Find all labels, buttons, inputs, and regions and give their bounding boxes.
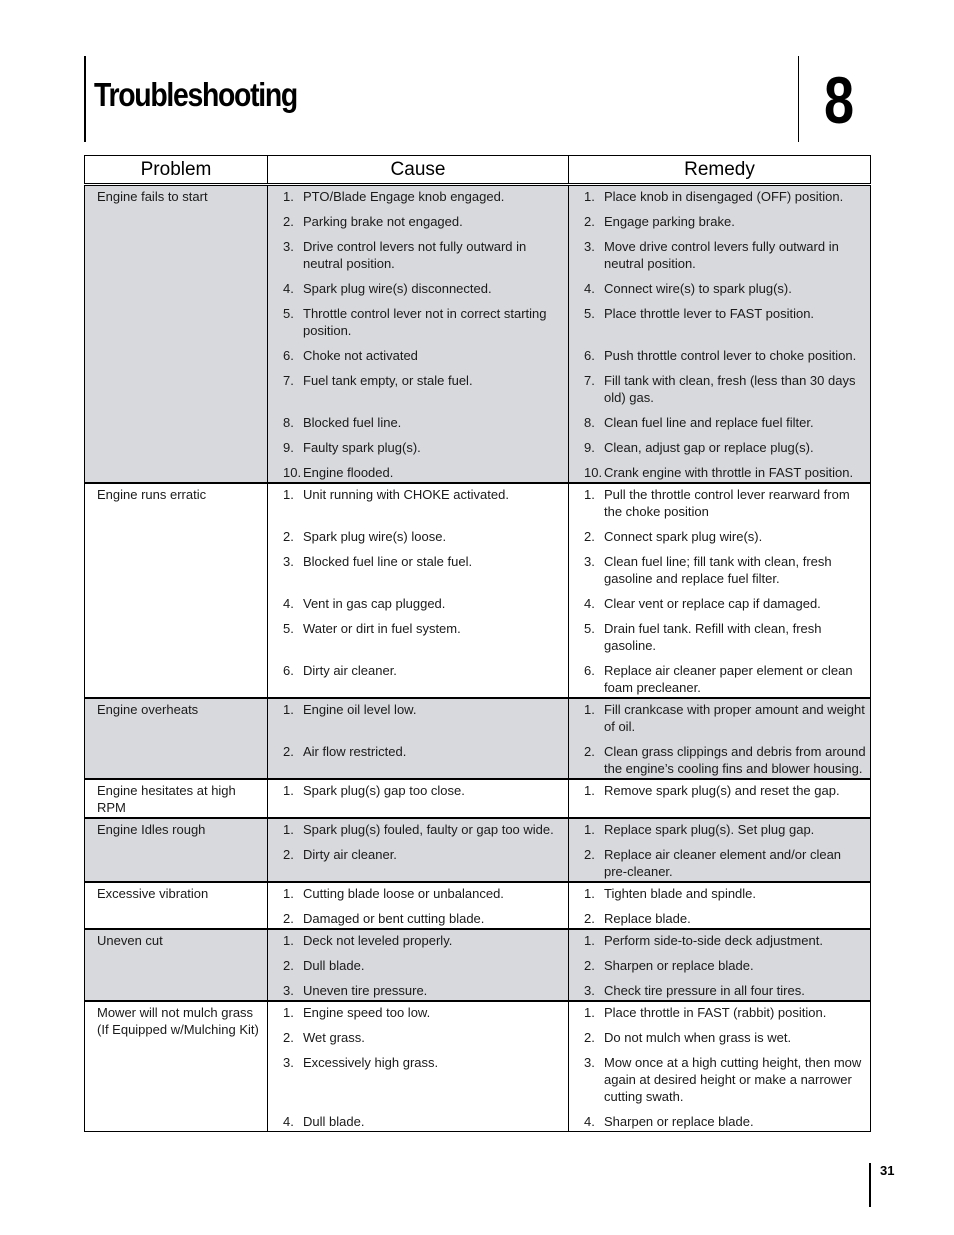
item-number: 2.: [283, 958, 294, 973]
remedy-text: Connect spark plug wire(s).: [604, 529, 763, 544]
cause-text: Vent in gas cap plugged.: [303, 596, 446, 611]
item-number: 2.: [584, 529, 595, 544]
item-number: 8.: [584, 415, 595, 430]
cause-cell: [268, 185, 569, 484]
cause-list: [283, 821, 564, 880]
column-header-cause: Cause: [268, 156, 569, 185]
remedy-list: [584, 782, 866, 799]
cause-cell: [268, 882, 569, 929]
item-number: 1.: [283, 933, 294, 948]
item-number: 5.: [283, 306, 294, 321]
remedy-item: [584, 439, 866, 456]
item-number: 8.: [283, 415, 294, 430]
remedy-item: [584, 910, 866, 927]
cause-text: PTO/Blade Engage knob engaged.: [303, 189, 505, 204]
remedy-item: [584, 821, 866, 838]
item-number: 2.: [283, 1030, 294, 1045]
item-number: 5.: [584, 621, 595, 636]
cause-text: Wet grass.: [303, 1030, 365, 1045]
cause-text: Deck not leveled properly.: [303, 933, 453, 948]
cause-text: Blocked fuel line or stale fuel.: [303, 554, 473, 569]
cause-list: [283, 885, 564, 927]
remedy-text: Clean, adjust gap or replace plug(s).: [604, 440, 814, 455]
remedy-text: Crank engine with throttle in FAST position.: [604, 465, 854, 480]
item-number: 1.: [584, 189, 595, 204]
item-number: 3.: [584, 1055, 595, 1070]
problem-cell: Uneven cut: [85, 929, 268, 1001]
item-number: 4.: [283, 1114, 294, 1129]
problem-cell: Mower will not mulch grass (If Equipped w/Mulching Kit): [85, 1001, 268, 1132]
remedy-cell: [569, 185, 871, 484]
item-number: 2.: [283, 911, 294, 926]
cause-text: Dirty air cleaner.: [303, 663, 397, 678]
item-number: 2.: [283, 744, 294, 759]
cause-text: Excessively high grass.: [303, 1055, 439, 1070]
cause-item: [283, 1004, 564, 1021]
cause-text: Dull blade.: [303, 1114, 365, 1129]
item-number: 2.: [283, 214, 294, 229]
cause-cell: [268, 818, 569, 882]
item-number: 2.: [283, 529, 294, 544]
cause-item: [283, 464, 564, 481]
item-number: 10.: [283, 465, 302, 480]
cause-cell: [268, 698, 569, 779]
remedy-text: Clean fuel line; fill tank with clean, fresh gasoline and replace fuel filter.: [604, 554, 832, 586]
remedy-item: [584, 982, 866, 999]
cause-text: Engine flooded.: [303, 465, 394, 480]
item-number: 1.: [283, 1005, 294, 1020]
item-number: 1.: [283, 702, 294, 717]
cause-list: [283, 188, 564, 481]
cause-item: [283, 486, 564, 520]
cause-cell: [268, 929, 569, 1001]
table-body: [85, 185, 871, 1132]
item-number: 1.: [584, 487, 595, 502]
remedy-text: Clean grass clippings and debris from around the engine’s cooling fins and blower housing.: [604, 744, 866, 776]
item-number: 2.: [584, 214, 595, 229]
item-number: 1.: [584, 822, 595, 837]
remedy-item: [584, 528, 866, 545]
cause-item: [283, 439, 564, 456]
remedy-list: [584, 885, 866, 927]
cause-item: [283, 238, 564, 272]
remedy-cell: [569, 698, 871, 779]
cause-text: Faulty spark plug(s).: [303, 440, 421, 455]
remedy-text: Replace air cleaner paper element or clean foam precleaner.: [604, 663, 853, 695]
cause-text: Spark plug wire(s) disconnected.: [303, 281, 492, 296]
column-header-remedy: Remedy: [569, 156, 871, 185]
cause-list: [283, 486, 564, 696]
item-number: 5.: [584, 306, 595, 321]
page-title: Troubleshooting: [94, 76, 297, 113]
remedy-item: [584, 701, 866, 735]
cause-item: [283, 1029, 564, 1046]
table-row: [85, 779, 871, 818]
cause-item: [283, 910, 564, 927]
item-number: 2.: [584, 847, 595, 862]
item-number: 4.: [584, 596, 595, 611]
item-number: 9.: [283, 440, 294, 455]
item-number: 6.: [584, 663, 595, 678]
item-number: 7.: [283, 373, 294, 388]
remedy-list: [584, 701, 866, 777]
remedy-list: [584, 1004, 866, 1130]
remedy-item: [584, 347, 866, 364]
cause-item: [283, 982, 564, 999]
remedy-item: [584, 620, 866, 654]
remedy-item: [584, 213, 866, 230]
cause-text: Engine speed too low.: [303, 1005, 431, 1020]
item-number: 3.: [283, 1055, 294, 1070]
item-number: 1.: [584, 783, 595, 798]
cause-item: [283, 372, 564, 406]
remedy-text: Perform side-to-side deck adjustment.: [604, 933, 823, 948]
item-number: 3.: [283, 239, 294, 254]
item-number: 1.: [283, 189, 294, 204]
cause-text: Fuel tank empty, or stale fuel.: [303, 373, 473, 388]
cause-text: Spark plug(s) fouled, faulty or gap too wide.: [303, 822, 554, 837]
item-number: 4.: [584, 281, 595, 296]
cause-item: [283, 347, 564, 364]
item-number: 1.: [584, 886, 595, 901]
remedy-list: [584, 486, 866, 696]
remedy-item: [584, 782, 866, 799]
remedy-list: [584, 932, 866, 999]
remedy-text: Clear vent or replace cap if damaged.: [604, 596, 821, 611]
remedy-text: Mow once at a high cutting height, then mow again at desired height or make a narrower cutting swath.: [604, 1055, 862, 1104]
remedy-text: Fill tank with clean, fresh (less than 30 days old) gas.: [604, 373, 856, 405]
cause-item: [283, 528, 564, 545]
chapter-rule: [798, 56, 799, 142]
cause-text: Drive control levers not fully outward in neutral position.: [303, 239, 527, 271]
table-row: [85, 185, 871, 484]
cause-text: Choke not activated: [303, 348, 418, 363]
remedy-text: Place throttle in FAST (rabbit) position.: [604, 1005, 827, 1020]
item-number: 4.: [283, 281, 294, 296]
item-number: 2.: [584, 1030, 595, 1045]
item-number: 3.: [283, 554, 294, 569]
cause-text: Dull blade.: [303, 958, 365, 973]
cause-item: [283, 305, 564, 339]
remedy-text: Sharpen or replace blade.: [604, 1114, 754, 1129]
problem-cell: Engine fails to start: [85, 185, 268, 484]
cause-text: Dirty air cleaner.: [303, 847, 397, 862]
cause-text: Engine oil level low.: [303, 702, 417, 717]
table-row: [85, 818, 871, 882]
remedy-text: Tighten blade and spindle.: [604, 886, 757, 901]
page-number-rule: [869, 1163, 871, 1207]
remedy-item: [584, 1029, 866, 1046]
remedy-item: [584, 372, 866, 406]
table-row: [85, 1001, 871, 1132]
cause-text: Blocked fuel line.: [303, 415, 402, 430]
table-row: [85, 882, 871, 929]
cause-list: [283, 701, 564, 777]
remedy-item: [584, 305, 866, 339]
remedy-item: [584, 486, 866, 520]
cause-item: [283, 957, 564, 974]
cause-item: [283, 414, 564, 431]
remedy-item: [584, 932, 866, 949]
item-number: 3.: [584, 239, 595, 254]
item-number: 1.: [283, 487, 294, 502]
item-number: 1.: [283, 886, 294, 901]
table-row: [85, 929, 871, 1001]
cause-item: [283, 553, 564, 587]
table-header-row: [85, 156, 871, 185]
remedy-cell: [569, 882, 871, 929]
remedy-cell: [569, 818, 871, 882]
remedy-text: Connect wire(s) to spark plug(s).: [604, 281, 792, 296]
column-header-problem: Problem: [85, 156, 268, 185]
item-number: 9.: [584, 440, 595, 455]
remedy-text: Move drive control levers fully outward in neutral position.: [604, 239, 839, 271]
remedy-text: Remove spark plug(s) and reset the gap.: [604, 783, 840, 798]
remedy-text: Pull the throttle control lever rearward from the choke position: [604, 487, 850, 519]
cause-item: [283, 846, 564, 880]
remedy-item: [584, 414, 866, 431]
cause-text: Uneven tire pressure.: [303, 983, 428, 998]
item-number: 4.: [283, 596, 294, 611]
remedy-item: [584, 1113, 866, 1130]
cause-item: [283, 595, 564, 612]
item-number: 4.: [584, 1114, 595, 1129]
remedy-item: [584, 1054, 866, 1105]
remedy-item: [584, 595, 866, 612]
cause-item: [283, 701, 564, 735]
item-number: 5.: [283, 621, 294, 636]
cause-text: Spark plug(s) gap too close.: [303, 783, 465, 798]
item-number: 2.: [283, 847, 294, 862]
remedy-item: [584, 280, 866, 297]
remedy-item: [584, 188, 866, 205]
remedy-text: Sharpen or replace blade.: [604, 958, 754, 973]
cause-item: [283, 662, 564, 696]
cause-item: [283, 885, 564, 902]
remedy-item: [584, 957, 866, 974]
problem-cell: Engine hesitates at high RPM: [85, 779, 268, 818]
remedy-item: [584, 464, 866, 481]
cause-list: [283, 1004, 564, 1130]
remedy-text: Replace blade.: [604, 911, 691, 926]
remedy-text: Place throttle lever to FAST position.: [604, 306, 815, 321]
remedy-item: [584, 743, 866, 777]
remedy-text: Do not mulch when grass is wet.: [604, 1030, 792, 1045]
cause-text: Air flow restricted.: [303, 744, 407, 759]
item-number: 3.: [584, 983, 595, 998]
item-number: 3.: [584, 554, 595, 569]
cause-item: [283, 620, 564, 654]
remedy-item: [584, 238, 866, 272]
remedy-text: Fill crankcase with proper amount and weight of oil.: [604, 702, 865, 734]
remedy-text: Replace spark plug(s). Set plug gap.: [604, 822, 815, 837]
cause-text: Spark plug wire(s) loose.: [303, 529, 447, 544]
title-rule: [84, 56, 86, 142]
chapter-number: 8: [824, 63, 855, 137]
item-number: 2.: [584, 911, 595, 926]
item-number: 1.: [584, 933, 595, 948]
item-number: 3.: [283, 983, 294, 998]
remedy-item: [584, 885, 866, 902]
remedy-cell: [569, 1001, 871, 1132]
table-row: [85, 698, 871, 779]
remedy-text: Check tire pressure in all four tires.: [604, 983, 805, 998]
cause-item: [283, 213, 564, 230]
cause-text: Throttle control lever not in correct starting position.: [303, 306, 547, 338]
cause-item: [283, 821, 564, 838]
item-number: 6.: [584, 348, 595, 363]
problem-cell: Excessive vibration: [85, 882, 268, 929]
remedy-list: [584, 821, 866, 880]
item-number: 1.: [584, 1005, 595, 1020]
remedy-text: Engage parking brake.: [604, 214, 735, 229]
remedy-cell: [569, 483, 871, 698]
cause-text: Unit running with CHOKE activated.: [303, 487, 509, 502]
item-number: 2.: [584, 958, 595, 973]
remedy-item: [584, 553, 866, 587]
cause-list: [283, 932, 564, 999]
remedy-item: [584, 1004, 866, 1021]
remedy-text: Place knob in disengaged (OFF) position.: [604, 189, 844, 204]
table-row: [85, 483, 871, 698]
item-number: 10.: [584, 465, 603, 480]
problem-cell: Engine overheats: [85, 698, 268, 779]
remedy-item: [584, 662, 866, 696]
page-number: 31: [880, 1163, 895, 1178]
remedy-text: Push throttle control lever to choke position.: [604, 348, 857, 363]
item-number: 2.: [584, 744, 595, 759]
cause-item: [283, 1113, 564, 1130]
cause-item: [283, 743, 564, 777]
item-number: 1.: [283, 822, 294, 837]
problem-cell: Engine runs erratic: [85, 483, 268, 698]
cause-text: Cutting blade loose or unbalanced.: [303, 886, 504, 901]
cause-item: [283, 1054, 564, 1105]
item-number: 1.: [584, 702, 595, 717]
remedy-text: Drain fuel tank. Refill with clean, fresh gasoline.: [604, 621, 822, 653]
problem-cell: Engine Idles rough: [85, 818, 268, 882]
remedy-item: [584, 846, 866, 880]
remedy-text: Clean fuel line and replace fuel filter.: [604, 415, 814, 430]
cause-cell: [268, 779, 569, 818]
cause-cell: [268, 483, 569, 698]
cause-text: Damaged or bent cutting blade.: [303, 911, 485, 926]
cause-item: [283, 782, 564, 799]
remedy-cell: [569, 779, 871, 818]
cause-item: [283, 188, 564, 205]
remedy-cell: [569, 929, 871, 1001]
cause-list: [283, 782, 564, 799]
cause-item: [283, 280, 564, 297]
item-number: 6.: [283, 663, 294, 678]
item-number: 7.: [584, 373, 595, 388]
remedy-text: Replace air cleaner element and/or clean pre-cleaner.: [604, 847, 842, 879]
cause-text: Water or dirt in fuel system.: [303, 621, 461, 636]
remedy-list: [584, 188, 866, 481]
item-number: 6.: [283, 348, 294, 363]
cause-text: Parking brake not engaged.: [303, 214, 463, 229]
cause-item: [283, 932, 564, 949]
troubleshooting-table: [84, 155, 871, 1132]
item-number: 1.: [283, 783, 294, 798]
cause-cell: [268, 1001, 569, 1132]
